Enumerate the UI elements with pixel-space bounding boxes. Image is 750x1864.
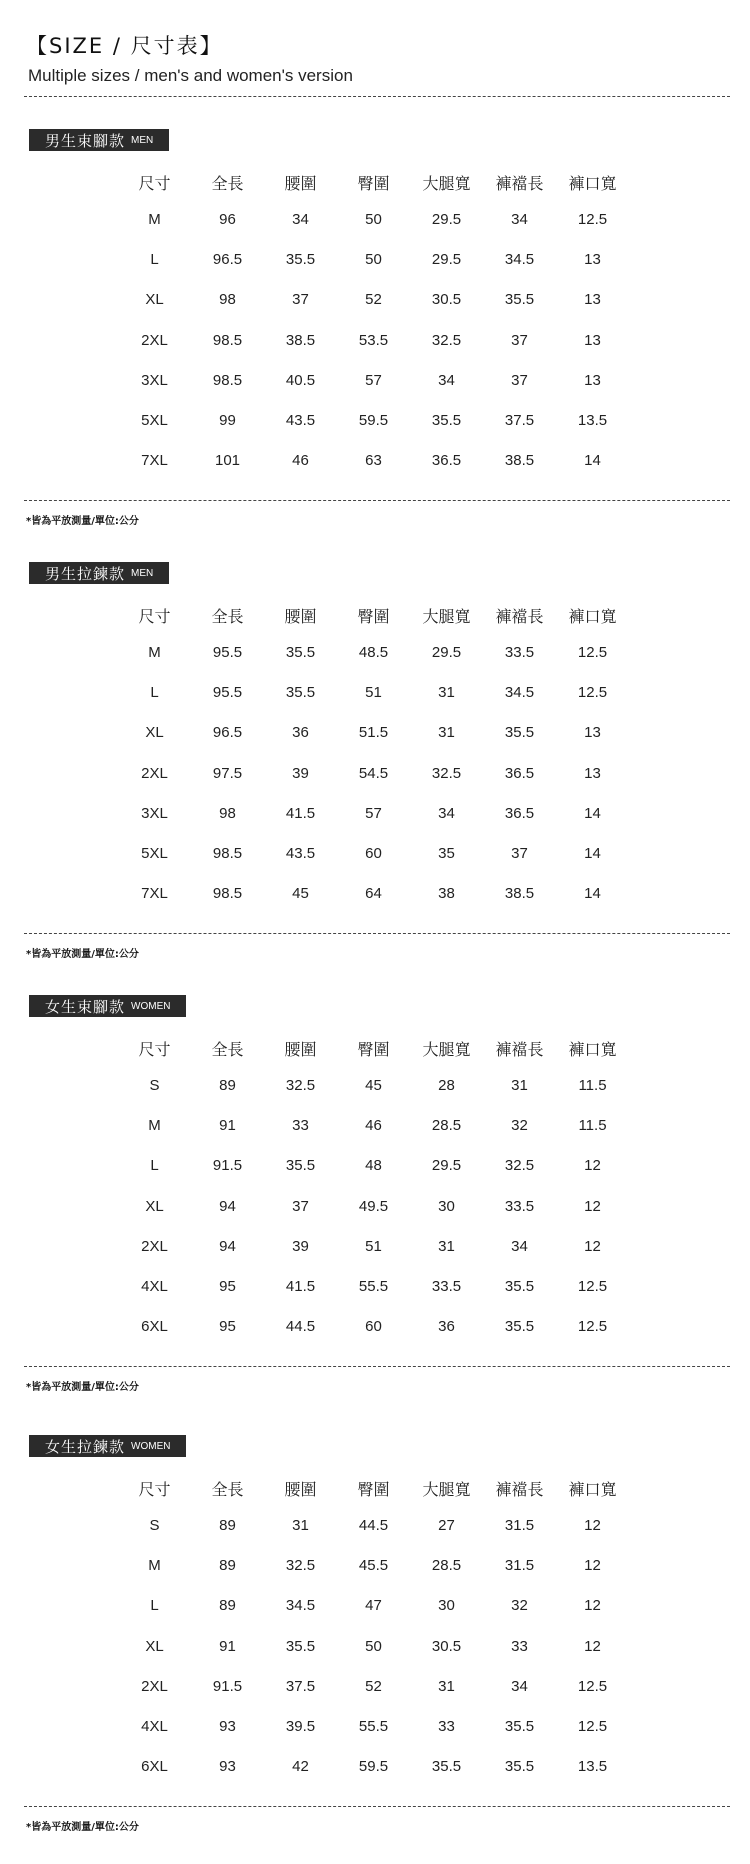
section-badge: [29, 1435, 186, 1457]
measurement-cell: 37.5: [285, 1677, 316, 1695]
column-header: 尺寸: [138, 173, 171, 193]
column-header: 尺寸: [138, 1039, 171, 1059]
page-title: 【SIZE / 尺寸表】: [26, 34, 223, 58]
table-row: [118, 1105, 629, 1145]
measurement-cell: 42: [292, 1758, 309, 1776]
table-row: [118, 1747, 629, 1787]
measurement-cell: 11.5: [578, 1076, 607, 1094]
column-header: 腰圍: [284, 606, 317, 626]
measurement-cell: 55.5: [358, 1278, 389, 1296]
measurement-cell: 12.5: [577, 643, 608, 661]
table-row: [118, 1186, 629, 1226]
section-label: 女生束腳款: [45, 997, 126, 1016]
measurement-cell: 45.5: [358, 1556, 389, 1574]
measurement-cell: 98.5: [212, 331, 243, 349]
table-row: [118, 280, 629, 320]
measurement-cell: 89: [219, 1076, 236, 1094]
measurement-cell: 13: [584, 331, 601, 349]
measurement-cell: 91.5: [212, 1157, 243, 1175]
measurement-cell: 94: [219, 1197, 236, 1215]
section-tag: MEN: [131, 567, 154, 579]
size-cell: XL: [145, 724, 164, 742]
measurement-cell: 35.5: [285, 250, 316, 268]
measurement-cell: 50: [365, 210, 382, 228]
measurement-cell: 49.5: [358, 1197, 389, 1215]
section-tag: WOMEN: [131, 1440, 171, 1452]
column-header: 大腿寬: [422, 1039, 471, 1059]
table-row: [118, 1545, 629, 1585]
measurement-cell: 96: [219, 210, 236, 228]
size-cell: 4XL: [141, 1718, 168, 1736]
measurement-cell: 12: [584, 1556, 601, 1574]
size-cell: S: [149, 1076, 160, 1094]
measurement-note: *皆為平放測量/單位:公分: [26, 1382, 139, 1393]
table-row: [118, 713, 629, 753]
measurement-cell: 34.5: [504, 250, 535, 268]
column-header: 褲襠長: [495, 173, 544, 193]
size-cell: M: [148, 643, 161, 661]
measurement-cell: 98.5: [212, 845, 243, 863]
size-cell: L: [150, 1597, 159, 1615]
measurement-cell: 45: [292, 885, 309, 903]
table-row: [118, 320, 629, 360]
measurement-cell: 14: [584, 804, 601, 822]
measurement-cell: 11.5: [578, 1116, 607, 1134]
table-row: [118, 1626, 629, 1666]
measurement-cell: 89: [219, 1597, 236, 1615]
measurement-cell: 33: [438, 1718, 455, 1736]
table-row: [118, 1146, 629, 1186]
size-cell: 6XL: [141, 1758, 168, 1776]
measurement-cell: 30: [438, 1597, 455, 1615]
column-header: 尺寸: [138, 1479, 171, 1499]
table-row: [118, 239, 629, 279]
size-cell: 3XL: [141, 804, 168, 822]
measurement-cell: 34: [511, 210, 528, 228]
size-cell: L: [150, 1157, 159, 1175]
size-cell: S: [149, 1516, 160, 1534]
size-cell: 3XL: [141, 371, 168, 389]
measurement-cell: 12: [584, 1637, 601, 1655]
table-header-row: [118, 1471, 629, 1505]
measurement-cell: 99: [219, 412, 236, 430]
section-badge: [29, 129, 169, 151]
section-tag: MEN: [131, 134, 154, 146]
table-row: [118, 1266, 629, 1306]
section-badge: [29, 562, 169, 584]
section-divider: [24, 933, 730, 934]
measurement-cell: 35.5: [431, 1758, 462, 1776]
measurement-cell: 35.5: [504, 1278, 535, 1296]
measurement-cell: 36: [438, 1318, 455, 1336]
measurement-cell: 98: [219, 804, 236, 822]
column-header: 褲襠長: [495, 1039, 544, 1059]
measurement-cell: 59.5: [358, 412, 389, 430]
measurement-cell: 98.5: [212, 371, 243, 389]
measurement-cell: 35.5: [504, 291, 535, 309]
column-header: 褲口寬: [568, 1479, 617, 1499]
measurement-cell: 32.5: [431, 764, 462, 782]
measurement-cell: 37.5: [504, 412, 535, 430]
measurement-cell: 13: [584, 724, 601, 742]
measurement-cell: 29.5: [431, 210, 462, 228]
measurement-cell: 36: [292, 724, 309, 742]
size-cell: XL: [145, 1637, 164, 1655]
measurement-cell: 34: [511, 1677, 528, 1695]
size-cell: 5XL: [141, 845, 168, 863]
page-subtitle: Multiple sizes / men's and women's version: [28, 66, 353, 85]
measurement-cell: 13: [584, 764, 601, 782]
measurement-cell: 35.5: [504, 1758, 535, 1776]
measurement-cell: 36.5: [431, 452, 462, 470]
table-row: [118, 1706, 629, 1746]
size-cell: 4XL: [141, 1278, 168, 1296]
measurement-cell: 91.5: [212, 1677, 243, 1695]
measurement-cell: 48: [365, 1157, 382, 1175]
measurement-cell: 51: [365, 683, 382, 701]
measurement-cell: 29.5: [431, 643, 462, 661]
table-row: [118, 793, 629, 833]
measurement-note: *皆為平放測量/單位:公分: [26, 516, 139, 527]
measurement-cell: 39.5: [285, 1718, 316, 1736]
measurement-cell: 29.5: [431, 250, 462, 268]
column-header: 尺寸: [138, 606, 171, 626]
measurement-cell: 43.5: [285, 412, 316, 430]
table-row: [118, 1666, 629, 1706]
measurement-cell: 98.5: [212, 885, 243, 903]
table-row: [118, 1065, 629, 1105]
table-row: [118, 1307, 629, 1347]
measurement-cell: 32.5: [285, 1076, 316, 1094]
measurement-cell: 14: [584, 885, 601, 903]
size-cell: 5XL: [141, 412, 168, 430]
column-header: 臀圍: [357, 1479, 390, 1499]
measurement-cell: 96.5: [212, 724, 243, 742]
section-divider: [24, 1366, 730, 1367]
measurement-cell: 32: [511, 1116, 528, 1134]
table-header-row: [118, 598, 629, 632]
section-divider: [24, 500, 730, 501]
measurement-cell: 31.5: [504, 1516, 535, 1534]
measurement-cell: 13: [584, 371, 601, 389]
measurement-cell: 97.5: [212, 764, 243, 782]
measurement-cell: 95: [219, 1318, 236, 1336]
column-header: 大腿寬: [422, 1479, 471, 1499]
measurement-cell: 12.5: [577, 1718, 608, 1736]
measurement-cell: 14: [584, 845, 601, 863]
measurement-cell: 39: [292, 764, 309, 782]
column-header: 褲襠長: [495, 1479, 544, 1499]
measurement-cell: 34: [511, 1237, 528, 1255]
measurement-cell: 50: [365, 250, 382, 268]
column-header: 褲口寬: [568, 1039, 617, 1059]
measurement-cell: 33: [511, 1637, 528, 1655]
measurement-cell: 12: [584, 1197, 601, 1215]
measurement-cell: 34: [438, 804, 455, 822]
measurement-cell: 31.5: [504, 1556, 535, 1574]
size-table: [118, 598, 629, 914]
measurement-cell: 37: [511, 845, 528, 863]
measurement-cell: 12: [584, 1597, 601, 1615]
measurement-cell: 13.5: [577, 412, 608, 430]
measurement-cell: 31: [438, 683, 455, 701]
table-row: [118, 400, 629, 440]
measurement-cell: 101: [214, 452, 241, 470]
measurement-cell: 12.5: [577, 1318, 608, 1336]
measurement-cell: 31: [438, 1237, 455, 1255]
size-cell: L: [150, 683, 159, 701]
measurement-cell: 31: [438, 1677, 455, 1695]
measurement-cell: 38.5: [504, 885, 535, 903]
measurement-cell: 50: [365, 1637, 382, 1655]
measurement-cell: 12.5: [577, 683, 608, 701]
measurement-cell: 96.5: [212, 250, 243, 268]
measurement-cell: 37: [511, 371, 528, 389]
measurement-cell: 35.5: [504, 1318, 535, 1336]
measurement-cell: 39: [292, 1237, 309, 1255]
table-header-row: [118, 1031, 629, 1065]
column-header: 大腿寬: [422, 173, 471, 193]
measurement-cell: 30.5: [431, 291, 462, 309]
measurement-cell: 55.5: [358, 1718, 389, 1736]
measurement-note: *皆為平放測量/單位:公分: [26, 949, 139, 960]
measurement-cell: 35.5: [504, 1718, 535, 1736]
size-table: [118, 165, 629, 481]
measurement-cell: 60: [365, 1318, 382, 1336]
measurement-cell: 57: [365, 804, 382, 822]
table-row: [118, 672, 629, 712]
measurement-cell: 54.5: [358, 764, 389, 782]
measurement-cell: 35: [438, 845, 455, 863]
measurement-cell: 12: [584, 1237, 601, 1255]
measurement-cell: 41.5: [285, 1278, 316, 1296]
size-cell: 7XL: [141, 452, 168, 470]
measurement-cell: 38: [438, 885, 455, 903]
size-table: [118, 1031, 629, 1347]
measurement-cell: 47: [365, 1597, 382, 1615]
column-header: 腰圍: [284, 173, 317, 193]
section-label: 男生束腳款: [45, 131, 126, 150]
size-cell: 2XL: [141, 1677, 168, 1695]
size-cell: M: [148, 210, 161, 228]
measurement-cell: 93: [219, 1758, 236, 1776]
measurement-cell: 32.5: [431, 331, 462, 349]
column-header: 腰圍: [284, 1039, 317, 1059]
measurement-note: *皆為平放測量/單位:公分: [26, 1822, 139, 1833]
size-cell: 2XL: [141, 1237, 168, 1255]
measurement-cell: 35.5: [285, 683, 316, 701]
table-row: [118, 833, 629, 873]
measurement-cell: 30.5: [431, 1637, 462, 1655]
measurement-cell: 34: [438, 371, 455, 389]
measurement-cell: 35.5: [431, 412, 462, 430]
measurement-cell: 12.5: [577, 210, 608, 228]
measurement-cell: 35.5: [285, 1157, 316, 1175]
measurement-cell: 29.5: [431, 1157, 462, 1175]
measurement-cell: 31: [292, 1516, 309, 1534]
measurement-cell: 41.5: [285, 804, 316, 822]
measurement-cell: 35.5: [285, 1637, 316, 1655]
measurement-cell: 37: [511, 331, 528, 349]
column-header: 褲口寬: [568, 173, 617, 193]
size-cell: M: [148, 1556, 161, 1574]
measurement-cell: 12: [584, 1157, 601, 1175]
section-tag: WOMEN: [131, 1000, 171, 1012]
measurement-cell: 33.5: [431, 1278, 462, 1296]
measurement-cell: 45: [365, 1076, 382, 1094]
size-cell: L: [150, 250, 159, 268]
measurement-cell: 93: [219, 1718, 236, 1736]
measurement-cell: 38.5: [504, 452, 535, 470]
table-row: [118, 1586, 629, 1626]
table-row: [118, 199, 629, 239]
measurement-cell: 27: [438, 1516, 455, 1534]
measurement-cell: 13: [584, 250, 601, 268]
measurement-cell: 52: [365, 1677, 382, 1695]
section-badge: [29, 995, 186, 1017]
measurement-cell: 95.5: [212, 683, 243, 701]
table-header-row: [118, 165, 629, 199]
size-cell: 7XL: [141, 885, 168, 903]
measurement-cell: 30: [438, 1197, 455, 1215]
measurement-cell: 40.5: [285, 371, 316, 389]
column-header: 褲口寬: [568, 606, 617, 626]
size-cell: 2XL: [141, 764, 168, 782]
measurement-cell: 12: [584, 1516, 601, 1534]
column-header: 臀圍: [357, 173, 390, 193]
measurement-cell: 28.5: [431, 1556, 462, 1574]
measurement-cell: 35.5: [504, 724, 535, 742]
measurement-cell: 37: [292, 1197, 309, 1215]
measurement-cell: 64: [365, 885, 382, 903]
column-header: 全長: [211, 1039, 244, 1059]
measurement-cell: 33.5: [504, 1197, 535, 1215]
measurement-cell: 37: [292, 291, 309, 309]
column-header: 臀圍: [357, 606, 390, 626]
measurement-cell: 31: [438, 724, 455, 742]
column-header: 全長: [211, 1479, 244, 1499]
column-header: 褲襠長: [495, 606, 544, 626]
measurement-cell: 51.5: [358, 724, 389, 742]
measurement-cell: 95.5: [212, 643, 243, 661]
measurement-cell: 32.5: [504, 1157, 535, 1175]
table-row: [118, 441, 629, 481]
measurement-cell: 52: [365, 291, 382, 309]
measurement-cell: 32.5: [285, 1556, 316, 1574]
measurement-cell: 57: [365, 371, 382, 389]
measurement-cell: 60: [365, 845, 382, 863]
measurement-cell: 33: [292, 1116, 309, 1134]
measurement-cell: 12.5: [577, 1278, 608, 1296]
measurement-cell: 44.5: [285, 1318, 316, 1336]
size-cell: 6XL: [141, 1318, 168, 1336]
table-row: [118, 874, 629, 914]
table-row: [118, 632, 629, 672]
measurement-cell: 51: [365, 1237, 382, 1255]
measurement-cell: 94: [219, 1237, 236, 1255]
measurement-cell: 13.5: [577, 1758, 608, 1776]
column-header: 全長: [211, 173, 244, 193]
measurement-cell: 46: [365, 1116, 382, 1134]
table-row: [118, 753, 629, 793]
column-header: 全長: [211, 606, 244, 626]
measurement-cell: 48.5: [358, 643, 389, 661]
measurement-cell: 32: [511, 1597, 528, 1615]
section-label: 男生拉鍊款: [45, 564, 126, 583]
column-header: 大腿寬: [422, 606, 471, 626]
measurement-cell: 28: [438, 1076, 455, 1094]
measurement-cell: 44.5: [358, 1516, 389, 1534]
measurement-cell: 63: [365, 452, 382, 470]
measurement-cell: 36.5: [504, 764, 535, 782]
measurement-cell: 43.5: [285, 845, 316, 863]
size-cell: 2XL: [141, 331, 168, 349]
measurement-cell: 33.5: [504, 643, 535, 661]
measurement-cell: 34.5: [285, 1597, 316, 1615]
measurement-cell: 91: [219, 1116, 236, 1134]
table-row: [118, 1226, 629, 1266]
measurement-cell: 28.5: [431, 1116, 462, 1134]
column-header: 腰圍: [284, 1479, 317, 1499]
measurement-cell: 36.5: [504, 804, 535, 822]
measurement-cell: 46: [292, 452, 309, 470]
measurement-cell: 53.5: [358, 331, 389, 349]
section-label: 女生拉鍊款: [45, 1437, 126, 1456]
measurement-cell: 59.5: [358, 1758, 389, 1776]
top-divider: [24, 96, 730, 97]
size-cell: XL: [145, 1197, 164, 1215]
measurement-cell: 12.5: [577, 1677, 608, 1695]
measurement-cell: 91: [219, 1637, 236, 1655]
size-cell: XL: [145, 291, 164, 309]
measurement-cell: 95: [219, 1278, 236, 1296]
size-cell: M: [148, 1116, 161, 1134]
measurement-cell: 89: [219, 1556, 236, 1574]
measurement-cell: 38.5: [285, 331, 316, 349]
table-row: [118, 1505, 629, 1545]
measurement-cell: 14: [584, 452, 601, 470]
column-header: 臀圍: [357, 1039, 390, 1059]
measurement-cell: 34: [292, 210, 309, 228]
table-row: [118, 360, 629, 400]
measurement-cell: 89: [219, 1516, 236, 1534]
measurement-cell: 98: [219, 291, 236, 309]
measurement-cell: 31: [511, 1076, 528, 1094]
measurement-cell: 35.5: [285, 643, 316, 661]
measurement-cell: 13: [584, 291, 601, 309]
measurement-cell: 34.5: [504, 683, 535, 701]
size-table: [118, 1471, 629, 1787]
section-divider: [24, 1806, 730, 1807]
